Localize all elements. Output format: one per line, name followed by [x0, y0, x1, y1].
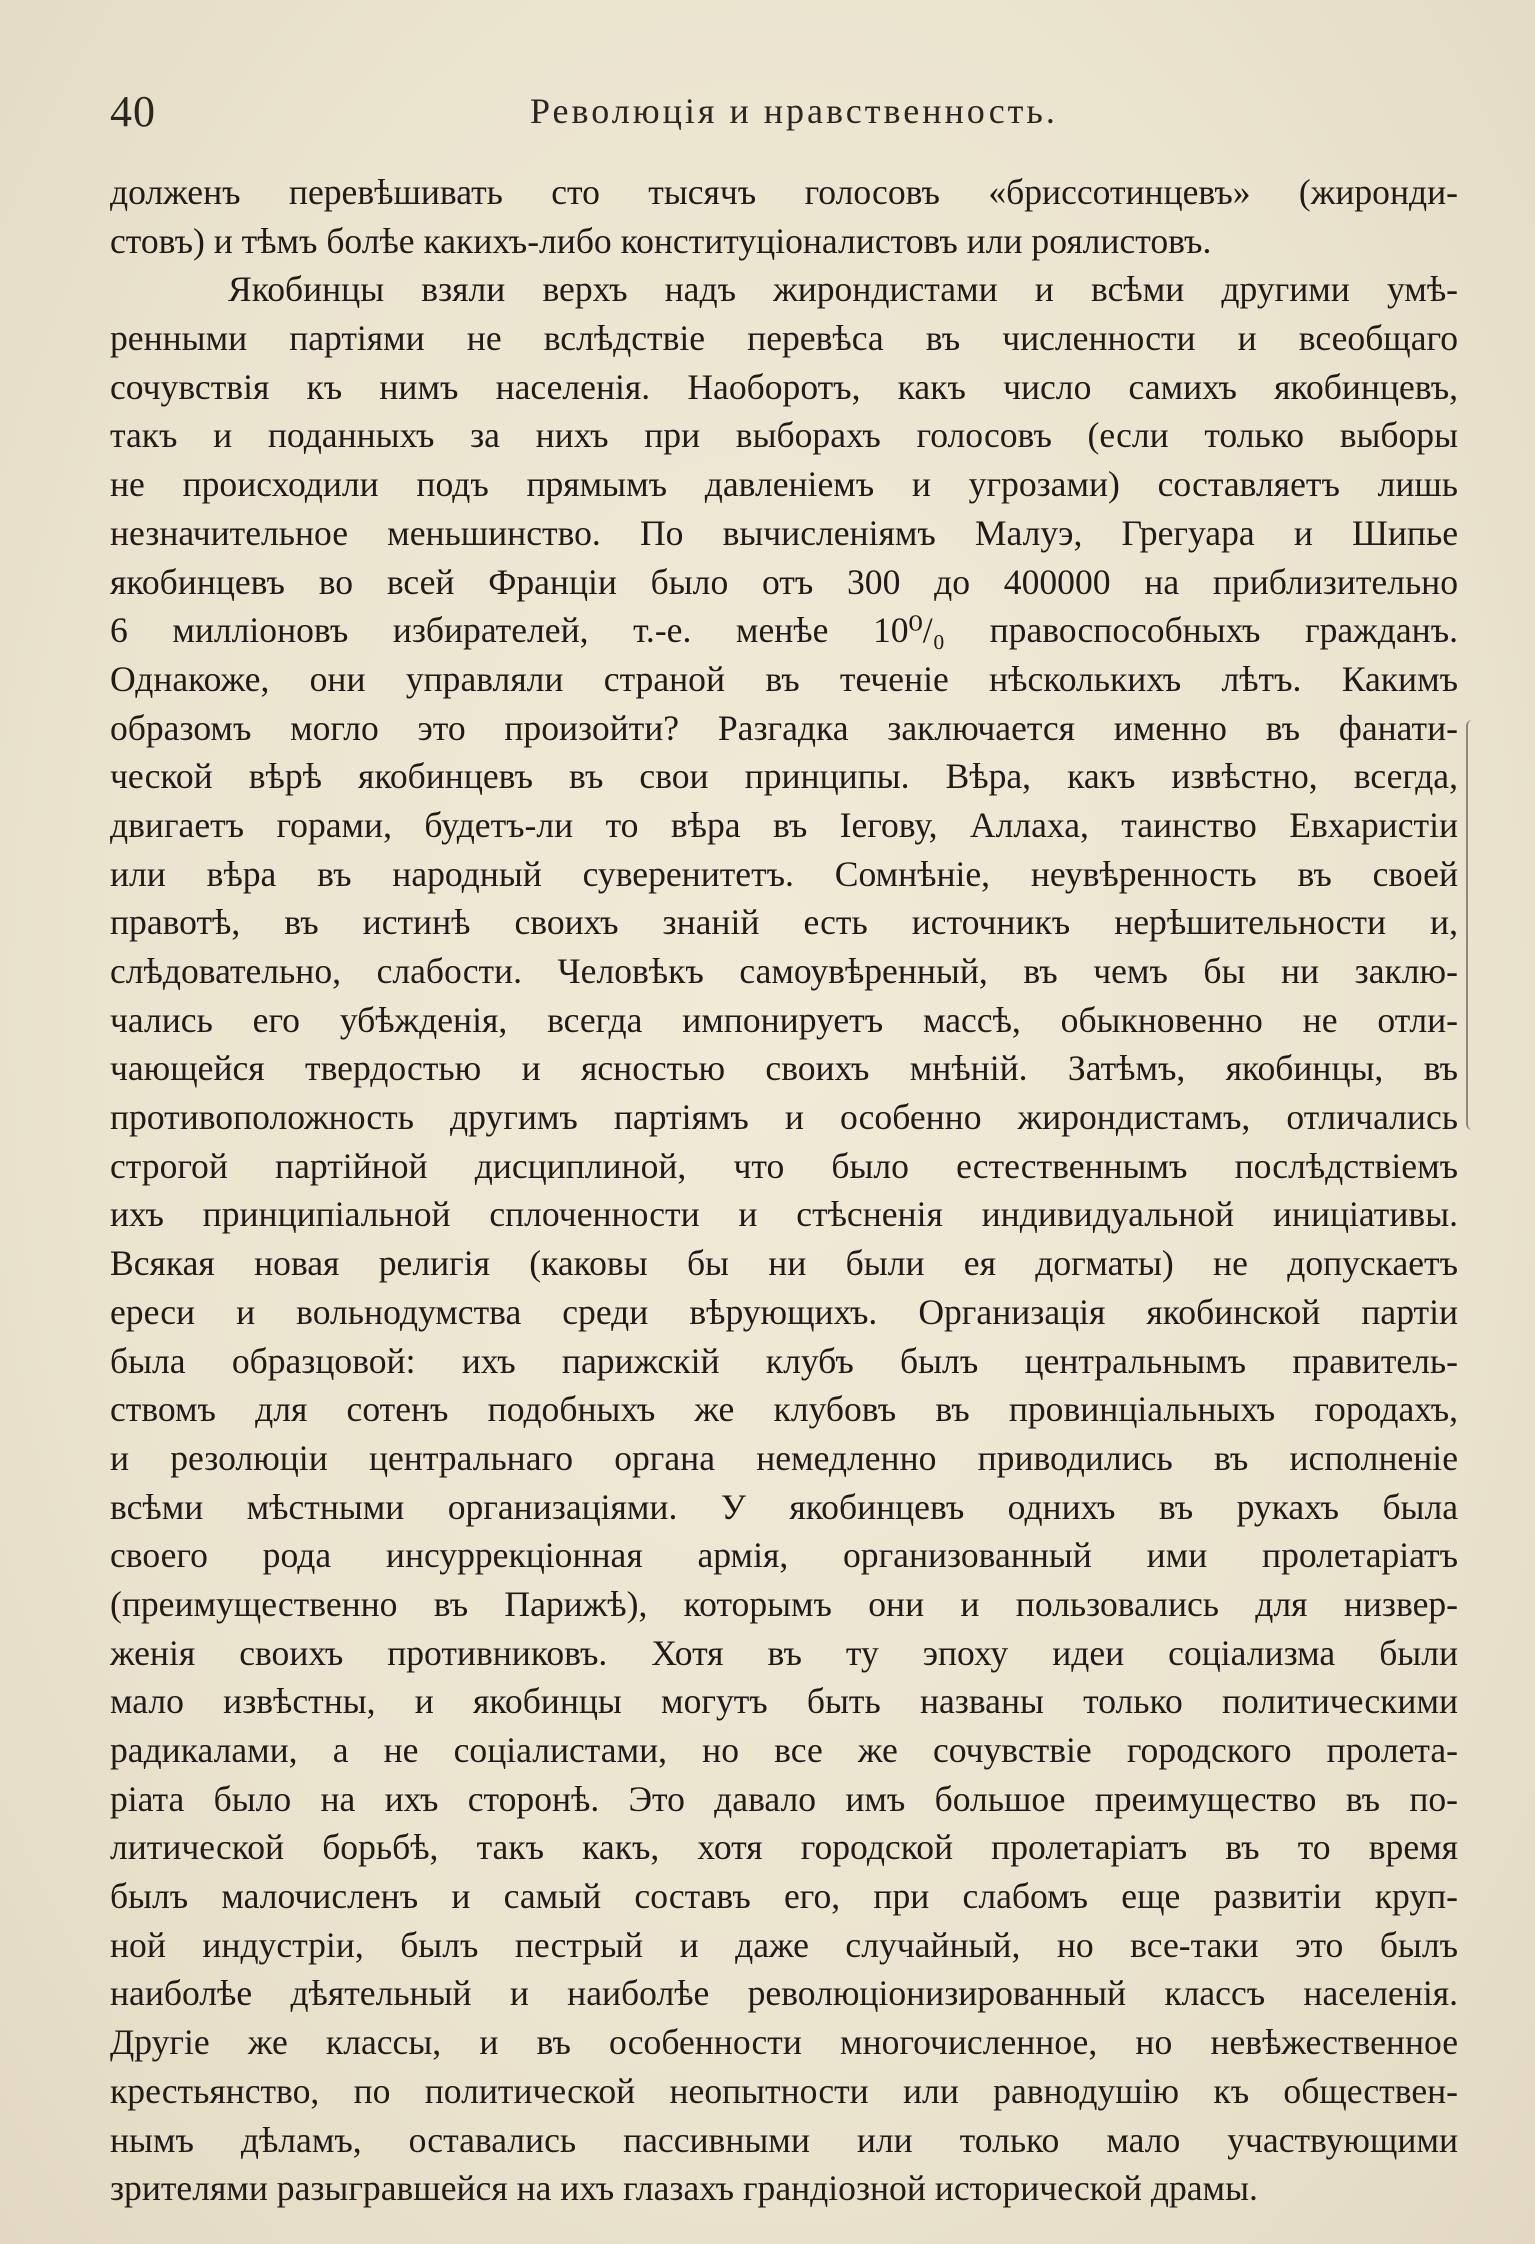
text-line: образомъ могло это произойти? Разгадка заключается именно въ фанати- [110, 707, 1458, 748]
text-line: стовъ) и тѣмъ болѣе какихъ-либо конституціоналистовъ или роялистовъ. [110, 220, 1212, 261]
text-line: ной индустріи, былъ пестрый и даже случайный, но все-таки это былъ [110, 1924, 1458, 1965]
text-line: (преимущественно въ Парижѣ), которымъ они и пользовались для низвер- [110, 1583, 1458, 1624]
text-line: ріата было на ихъ сторонѣ. Это давало имъ большое преимущество въ по- [110, 1778, 1458, 1819]
text-line: Всякая новая религія (каковы бы ни были ея догматы) не допускаетъ [110, 1243, 1458, 1284]
text-line: нымъ дѣламъ, оставались пассивными или только мало участвующими [110, 2119, 1458, 2160]
text-line: была образцовой: ихъ парижскій клубъ былъ центральнымъ правитель- [110, 1340, 1458, 1381]
text-line: радикалами, а не соціалистами, но все же сочувствіе городского пролета- [110, 1730, 1458, 1770]
text-line: всѣми мѣстными организаціями. У якобинцевъ однихъ въ рукахъ была [110, 1486, 1458, 1527]
text-line: зрителями разыгравшейся на ихъ глазахъ грандіозной исторической драмы. [110, 2168, 1258, 2209]
text-line: Якобинцы взяли верхъ надъ жирондистами и всѣми другими умѣ- [228, 269, 1458, 310]
text-line: долженъ перевѣшивать сто тысячъ голосовъ «бриссотинцевъ» (жиронди- [110, 172, 1458, 212]
text-line: ренными партіями не вслѣдствіе перевѣса въ численности и всеобщаго [110, 318, 1458, 359]
text-line: и резолюціи центральнаго органа немедленно приводились въ исполненіе [110, 1437, 1458, 1478]
running-title: Революція и нравственность. [530, 91, 1058, 131]
text-line: Однакоже, они управляли страной въ теченіе нѣсколькихъ лѣтъ. Какимъ [110, 658, 1458, 699]
text-line: ствомъ для сотенъ подобныхъ же клубовъ въ провинціальныхъ городахъ, [110, 1389, 1458, 1430]
text-line: строгой партійной дисциплиной, что было естественнымъ послѣдствіемъ [110, 1145, 1458, 1186]
page-header [110, 86, 1470, 146]
text-line: сочувствія къ нимъ населенія. Наоборотъ, какъ число самихъ якобинцевъ, [110, 366, 1458, 407]
text-line: не происходили подъ прямымъ давленіемъ и угрозами) составляетъ лишь [110, 464, 1458, 505]
text-line: своего рода инсуррекціонная армія, организованный ими пролетаріатъ [110, 1535, 1458, 1576]
margin-pencil-mark [1466, 720, 1472, 1130]
text-line: или вѣра въ народный суверенитетъ. Сомнѣніе, неувѣренность въ своей [110, 853, 1458, 894]
text-line: ческой вѣрѣ якобинцевъ въ свои принципы. Вѣра, какъ извѣстно, всегда, [110, 756, 1458, 797]
page-number: 40 [110, 87, 156, 136]
text-line: такъ и поданныхъ за нихъ при выборахъ голосовъ (если только выборы [110, 415, 1458, 456]
text-line: ихъ принципіальной сплоченности и стѣсненія индивидуальной иниціативы. [110, 1194, 1458, 1235]
text-line: 6 милліоновъ избирателей, т.-е. менѣе 10⁰/₀ правоспособныхъ гражданъ. [110, 610, 1458, 651]
text-line: двигаетъ горами, будетъ-ли то вѣра въ Іегову, Аллаха, таинство Евхаристіи [110, 804, 1458, 845]
text-line: правотѣ, въ истинѣ своихъ знаній есть источникъ нерѣшительности и, [110, 902, 1458, 943]
text-line: слѣдовательно, слабости. Человѣкъ самоувѣренный, въ чемъ бы ни заклю- [110, 951, 1458, 991]
text-line: незначительное меньшинство. По вычисленіямъ Малуэ, Грегуара и Шипье [110, 512, 1458, 553]
text-line: литической борьбѣ, такъ какъ, хотя городской пролетаріатъ въ то время [110, 1827, 1458, 1868]
text-line: якобинцевъ во всей Франціи было отъ 300 до 400000 на приблизительно [110, 561, 1458, 602]
text-line: Другіе же классы, и въ особенности многочисленное, но невѣжественное [110, 2022, 1458, 2063]
text-line: противоположность другимъ партіямъ и особенно жирондистамъ, отличались [110, 1097, 1458, 1138]
text-line: ереси и вольнодумства среди вѣрующихъ. Организація якобинской партіи [110, 1291, 1458, 1332]
text-line: мало извѣстны, и якобинцы могутъ быть названы только политическими [110, 1681, 1458, 1722]
text-line: наиболѣе дѣятельный и наиболѣе революціонизированный классъ населенія. [110, 1973, 1458, 2014]
text-line: былъ малочисленъ и самый составъ его, при слабомъ еще развитіи круп- [110, 1876, 1458, 1917]
text-line: крестьянство, по политической неопытности или равнодушію къ обществен- [110, 2070, 1458, 2111]
body-text [110, 168, 1458, 2213]
text-line: чающейся твердостью и ясностью своихъ мнѣній. Затѣмъ, якобинцы, въ [110, 1048, 1458, 1089]
text-line: женія своихъ противниковъ. Хотя въ ту эпоху идеи соціализма были [110, 1632, 1458, 1673]
text-line: чались его убѣжденія, всегда импонируетъ массѣ, обыкновенно не отли- [110, 999, 1458, 1040]
